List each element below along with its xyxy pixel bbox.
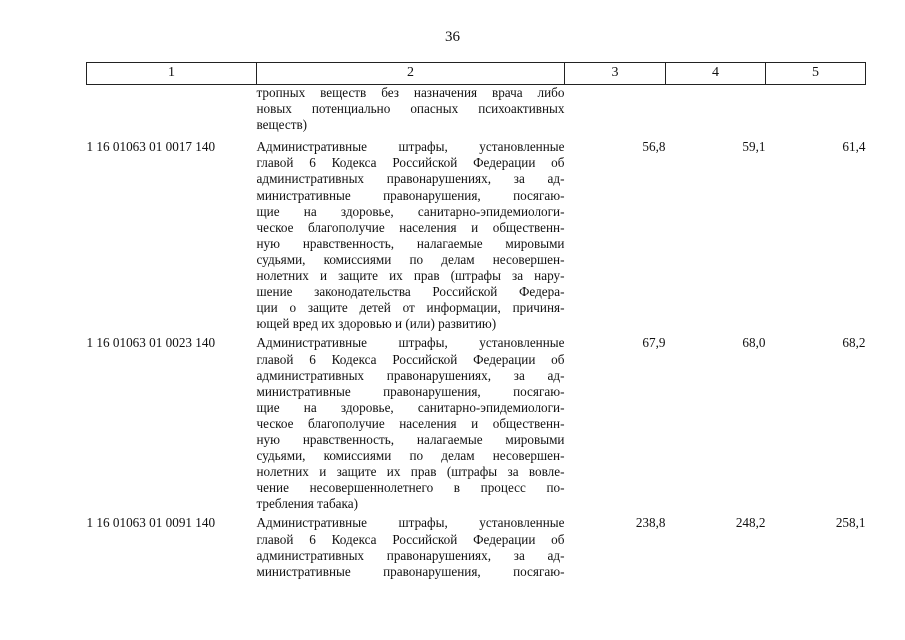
desc-line: главой 6 Кодекса Российской Федерации об — [256, 531, 565, 547]
desc-line: новых потенциально опасных психоактивных — [256, 101, 565, 117]
value-col-3: 67,9 — [642, 335, 666, 351]
desc-line: судьями, комиссиями по делам несовершен- — [256, 251, 565, 267]
continuation-code-cell — [87, 85, 257, 140]
value-col-3: 238,8 — [635, 515, 666, 531]
header-col-4: 4 — [666, 63, 766, 85]
header-col-5: 5 — [766, 63, 866, 85]
desc-line: ции о защите детей от информации, причиня- — [256, 300, 565, 316]
header-col-1: 1 — [87, 63, 257, 85]
value-col-5: 61,4 — [842, 139, 866, 155]
desc-line: ющей вред их здоровью и (или) развитию) — [256, 316, 497, 332]
desc-line: главой 6 Кодекса Российской Федерации об — [256, 351, 565, 367]
desc-line: Административные штрафы, установленные — [256, 335, 565, 351]
desc-line: ческое благополучие населения и общественн- — [256, 219, 565, 235]
desc-line: требления табака) — [256, 496, 358, 512]
desc-line: Административные штрафы, установленные — [256, 515, 565, 531]
desc-line: министративные правонарушения, посягаю- — [256, 563, 565, 579]
value-col-5: 258,1 — [835, 515, 866, 531]
desc-line: веществ) — [256, 117, 308, 133]
row-description — [257, 335, 565, 515]
header-col-2: 2 — [257, 63, 565, 85]
desc-line: щие на здоровье, санитарно-эпидемиологи- — [256, 203, 565, 219]
table-row — [87, 139, 866, 335]
continuation-row — [87, 85, 866, 140]
budget-code: 1 16 01063 01 0017 140 — [86, 139, 216, 155]
row-description — [257, 515, 565, 582]
table-row — [87, 515, 866, 582]
desc-line: шение законодательства Российской Федера- — [256, 284, 565, 300]
desc-line: тропных веществ без назначения врача либо — [256, 85, 565, 100]
budget-code: 1 16 01063 01 0091 140 — [86, 515, 216, 531]
desc-line: административных правонарушениях, за ад- — [256, 171, 565, 187]
continuation-desc-cell — [257, 85, 565, 140]
desc-line: чение несовершеннолетнего в процесс по- — [256, 480, 565, 496]
header-col-3: 3 — [565, 63, 666, 85]
table-row — [87, 335, 866, 515]
desc-line: ческое благополучие населения и общественн- — [256, 415, 565, 431]
value-col-4: 59,1 — [742, 139, 766, 155]
desc-line: ную нравственность, налагаемые мировыми — [256, 235, 565, 251]
desc-line: министративные правонарушения, посягаю- — [256, 187, 565, 203]
desc-line: щие на здоровье, санитарно-эпидемиологи- — [256, 399, 565, 415]
header-row — [87, 63, 866, 85]
desc-line: нолетних и защите их прав (штрафы за нару- — [256, 268, 565, 284]
budget-table — [86, 62, 866, 583]
desc-line: административных правонарушениях, за ад- — [256, 547, 565, 563]
desc-line: министративные правонарушения, посягаю- — [256, 383, 565, 399]
desc-line: главой 6 Кодекса Российской Федерации об — [256, 155, 565, 171]
desc-line: ную нравственность, налагаемые мировыми — [256, 431, 565, 447]
desc-line: нолетних и защите их прав (штрафы за вовле- — [256, 464, 565, 480]
page-number: 36 — [445, 29, 460, 45]
value-col-4: 248,2 — [735, 515, 766, 531]
desc-line: судьями, комиссиями по делам несовершен- — [256, 448, 565, 464]
desc-line: административных правонарушениях, за ад- — [256, 367, 565, 383]
row-description — [257, 139, 565, 335]
budget-code: 1 16 01063 01 0023 140 — [86, 335, 216, 351]
value-col-4: 68,0 — [742, 335, 766, 351]
value-col-3: 56,8 — [642, 139, 666, 155]
desc-line: Административные штрафы, установленные — [256, 139, 565, 155]
value-col-5: 68,2 — [842, 335, 866, 351]
